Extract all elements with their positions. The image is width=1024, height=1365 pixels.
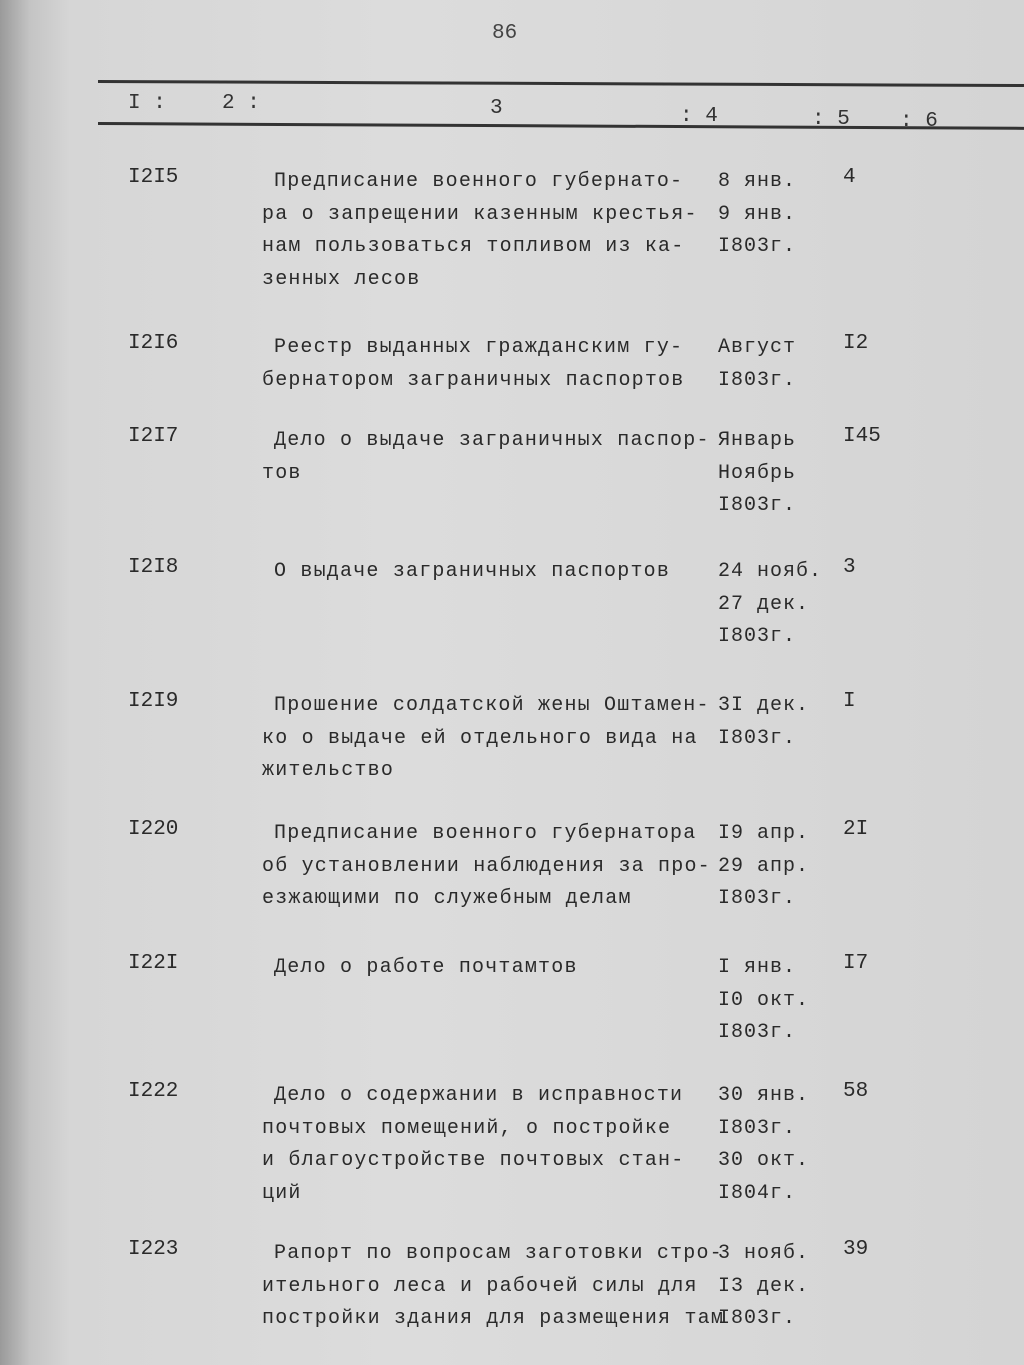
- date-line: Август: [718, 336, 797, 359]
- description-line: постройки здания для размещения там: [262, 1307, 725, 1330]
- date-line: 29 апр.: [718, 854, 810, 878]
- date-line: I803г.: [718, 1307, 797, 1330]
- date-line: 27 дек.: [718, 592, 810, 616]
- item-number: I223: [128, 1238, 179, 1261]
- date-line: I803г.: [718, 887, 797, 910]
- item-dates: [718, 690, 809, 755]
- item-dates: [718, 1080, 809, 1210]
- column-header-3: 3: [490, 97, 503, 120]
- description-line: ций: [262, 1181, 302, 1205]
- page-count: I45: [843, 425, 881, 448]
- description-line: бернатором заграничных паспортов: [262, 368, 685, 392]
- column-header-5: : 5: [812, 108, 850, 131]
- description-line: О выдаче заграничных паспортов: [274, 560, 671, 583]
- date-line: I803г.: [718, 625, 797, 648]
- item-number: I2I6: [128, 332, 179, 355]
- page-count: 4: [843, 166, 856, 189]
- date-line: I804г.: [718, 1181, 797, 1205]
- description-line: нам пользоваться топливом из ка-: [262, 235, 685, 258]
- date-line: I0 окт.: [718, 988, 810, 1012]
- description-line: Реестр выданных гражданским гу-: [274, 336, 684, 359]
- description-line: Дело о содержании в исправности: [274, 1084, 684, 1107]
- description-line: зенных лесов: [262, 267, 421, 291]
- description-line: тов: [262, 461, 302, 485]
- description-line: об установлении наблюдения за про-: [262, 854, 711, 878]
- page-count: 58: [843, 1080, 869, 1103]
- column-header-1: I :: [128, 92, 166, 115]
- date-line: I803г.: [718, 368, 797, 392]
- item-description: [262, 1080, 684, 1210]
- description-line: Предписание военного губернатора: [274, 822, 697, 845]
- date-line: Январь: [718, 429, 797, 452]
- date-line: 30 окт.: [718, 1149, 810, 1172]
- item-dates: [718, 332, 796, 397]
- date-line: I3 дек.: [718, 1274, 810, 1298]
- date-line: 8 янв.: [718, 170, 797, 193]
- date-line: 3 нояб.: [718, 1242, 810, 1265]
- date-line: Ноябрь: [718, 461, 797, 485]
- date-line: I803г.: [718, 1116, 797, 1140]
- description-line: езжающими по служебным делам: [262, 887, 632, 910]
- item-dates: [718, 818, 809, 916]
- item-number: I2I8: [128, 556, 179, 579]
- item-description: [262, 818, 711, 916]
- page-count: I: [843, 690, 856, 713]
- item-description: [262, 332, 684, 397]
- date-line: I803г.: [718, 1021, 797, 1044]
- header-top-rule: [98, 80, 1024, 87]
- item-dates: [718, 425, 796, 523]
- item-description: [262, 952, 578, 985]
- page-count: I2: [843, 332, 869, 355]
- date-line: I803г.: [718, 494, 797, 517]
- date-line: I803г.: [718, 726, 797, 750]
- page-count: 3: [843, 556, 856, 579]
- column-header-2: 2 :: [222, 92, 260, 115]
- item-number: I222: [128, 1080, 179, 1103]
- page-number: 86: [492, 22, 518, 45]
- item-number: I22I: [128, 952, 179, 975]
- date-line: I803г.: [718, 235, 797, 258]
- item-number: I2I7: [128, 425, 179, 448]
- date-line: 3I дек.: [718, 694, 810, 717]
- item-dates: [718, 1238, 809, 1336]
- item-description: [262, 556, 670, 589]
- date-line: 30 янв.: [718, 1084, 810, 1107]
- page-count: I7: [843, 952, 869, 975]
- description-line: почтовых помещений, о постройке: [262, 1116, 672, 1140]
- description-line: жительство: [262, 759, 395, 782]
- item-dates: [718, 556, 822, 654]
- item-number: I2I9: [128, 690, 179, 713]
- header-bottom-rule: [98, 122, 1024, 130]
- description-line: ра о запрещении казенным крестья-: [262, 202, 698, 226]
- item-number: I2I5: [128, 166, 179, 189]
- date-line: I9 апр.: [718, 822, 810, 845]
- description-line: Дело о работе почтамтов: [274, 956, 578, 979]
- description-line: ко о выдаче ей отдельного вида на: [262, 726, 698, 750]
- page-count: 39: [843, 1238, 869, 1261]
- description-line: Прошение солдатской жены Оштамен-: [274, 694, 710, 717]
- description-line: Предписание военного губернато-: [274, 170, 684, 193]
- item-dates: [718, 166, 796, 264]
- item-description: [262, 1238, 724, 1336]
- item-number: I220: [128, 818, 179, 841]
- column-header-4: : 4: [680, 105, 718, 128]
- date-line: 9 янв.: [718, 202, 797, 226]
- column-header-6: : 6: [900, 110, 938, 133]
- description-line: и благоустройстве почтовых стан-: [262, 1149, 685, 1172]
- description-line: Дело о выдаче заграничных паспор-: [274, 429, 710, 452]
- description-line: Рапорт по вопросам заготовки стро-: [274, 1242, 723, 1265]
- item-description: [262, 166, 698, 296]
- description-line: ительного леса и рабочей силы для: [262, 1274, 698, 1298]
- item-description: [262, 425, 710, 490]
- page-count: 2I: [843, 818, 869, 841]
- item-description: [262, 690, 710, 788]
- item-dates: [718, 952, 809, 1050]
- date-line: 24 нояб.: [718, 560, 823, 583]
- date-line: I янв.: [718, 956, 797, 979]
